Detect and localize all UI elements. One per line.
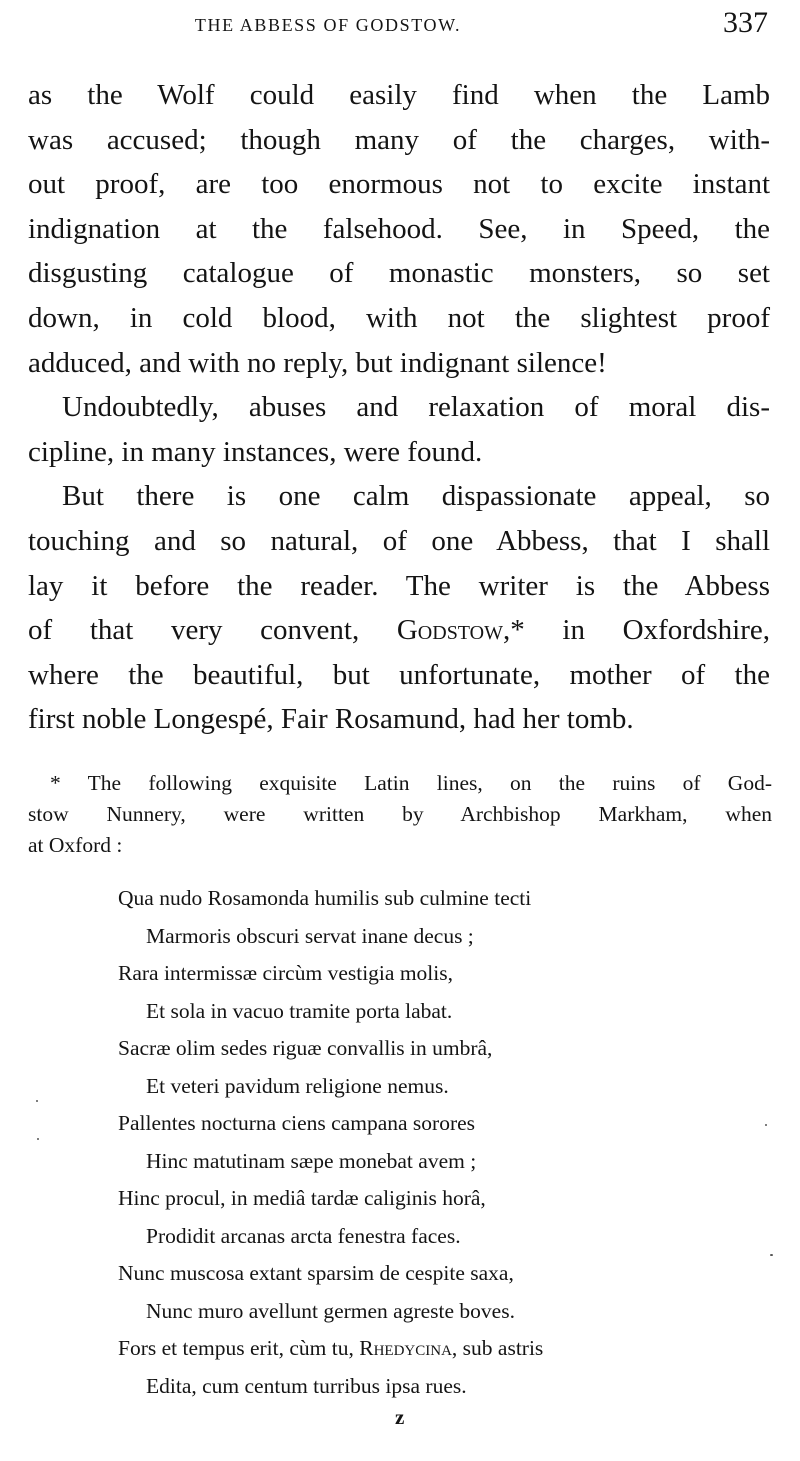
latin-verse bbox=[118, 880, 738, 1405]
text-line: Undoubtedly, abuses and relaxation of moral dis- bbox=[62, 391, 770, 424]
paper-speck bbox=[36, 1100, 38, 1102]
verse-line: Hinc procul, in mediâ tardæ caliginis horâ, bbox=[118, 1186, 486, 1210]
verse-line: Rara intermissæ circùm vestigia molis, bbox=[118, 961, 453, 985]
paper-speck bbox=[770, 1254, 773, 1256]
text-line: adduced, and with no reply, but indignant silence! bbox=[28, 346, 607, 379]
verse-line: Prodidit arcanas arcta fenestra faces. bbox=[146, 1223, 461, 1248]
footnote-line: at Oxford : bbox=[28, 833, 123, 857]
verse-line: Sacræ olim sedes riguæ convallis in umbrâ, bbox=[118, 1036, 493, 1060]
text-segment: , sub astris bbox=[451, 1336, 544, 1360]
text-segment: ,* in Oxfordshire, bbox=[503, 614, 770, 647]
running-title: THE ABBESS OF GODSTOW. bbox=[194, 15, 462, 35]
text-line: where the beautiful, but unfortunate, mother of the bbox=[28, 658, 770, 691]
verse-line: Et veteri pavidum religione nemus. bbox=[146, 1073, 449, 1098]
verse-line bbox=[118, 1330, 738, 1368]
convent-name: Godstow bbox=[396, 614, 503, 647]
text-line: lay it before the reader. The writer is the Abbess bbox=[28, 569, 770, 602]
verse-line: Hinc matutinam sæpe monebat avem ; bbox=[146, 1148, 477, 1173]
verse-line: Edita, cum centum turribus ipsa rues. bbox=[146, 1373, 467, 1398]
footnote-line: stow Nunnery, were written by Archbishop Markham, when bbox=[28, 802, 772, 826]
page-header bbox=[28, 6, 768, 42]
text-line bbox=[28, 608, 770, 653]
text-segment: Fors et tempus erit, cùm tu, bbox=[118, 1336, 360, 1360]
text-segment: of that very convent, bbox=[28, 614, 397, 647]
verse-line: Et sola in vacuo tramite porta labat. bbox=[146, 998, 453, 1023]
text-line: disgusting catalogue of monastic monsters, so set bbox=[28, 257, 770, 290]
verse-line: Nunc muro avellunt germen agreste boves. bbox=[146, 1298, 515, 1323]
text-line: touching and so natural, of one Abbess, that I shall bbox=[28, 524, 770, 557]
footnote bbox=[28, 768, 772, 861]
text-line: as the Wolf could easily find when the Lamb bbox=[28, 79, 770, 111]
text-line: cipline, in many instances, were found. bbox=[28, 435, 483, 468]
verse-line: Marmoris obscuri servat inane decus ; bbox=[146, 923, 474, 948]
verse-line: Nunc muscosa extant sparsim de cespite saxa, bbox=[118, 1261, 514, 1285]
text-line: was accused; though many of the charges, with- bbox=[28, 123, 770, 156]
footnote-line: * The following exquisite Latin lines, on the ruins of God- bbox=[50, 771, 772, 795]
verse-line: Pallentes nocturna ciens campana sorores bbox=[118, 1111, 476, 1135]
paper-speck bbox=[37, 1138, 39, 1140]
page-number: 337 bbox=[723, 6, 768, 39]
text-line: down, in cold blood, with not the slightest proof bbox=[28, 301, 770, 334]
paper-speck bbox=[765, 1124, 767, 1126]
text-line: But there is one calm dispassionate appeal, so bbox=[62, 480, 770, 513]
text-line: first noble Longespé, Fair Rosamund, had her tomb. bbox=[28, 703, 634, 736]
signature-mark: z bbox=[395, 1405, 405, 1429]
main-text bbox=[28, 73, 770, 742]
oxford-latin-name: Rhedycina bbox=[359, 1336, 452, 1360]
text-line: out proof, are too enormous not to excite instant bbox=[28, 168, 770, 201]
verse-line: Qua nudo Rosamonda humilis sub culmine tecti bbox=[118, 886, 532, 910]
text-line: indignation at the falsehood. See, in Speed, the bbox=[28, 212, 770, 245]
